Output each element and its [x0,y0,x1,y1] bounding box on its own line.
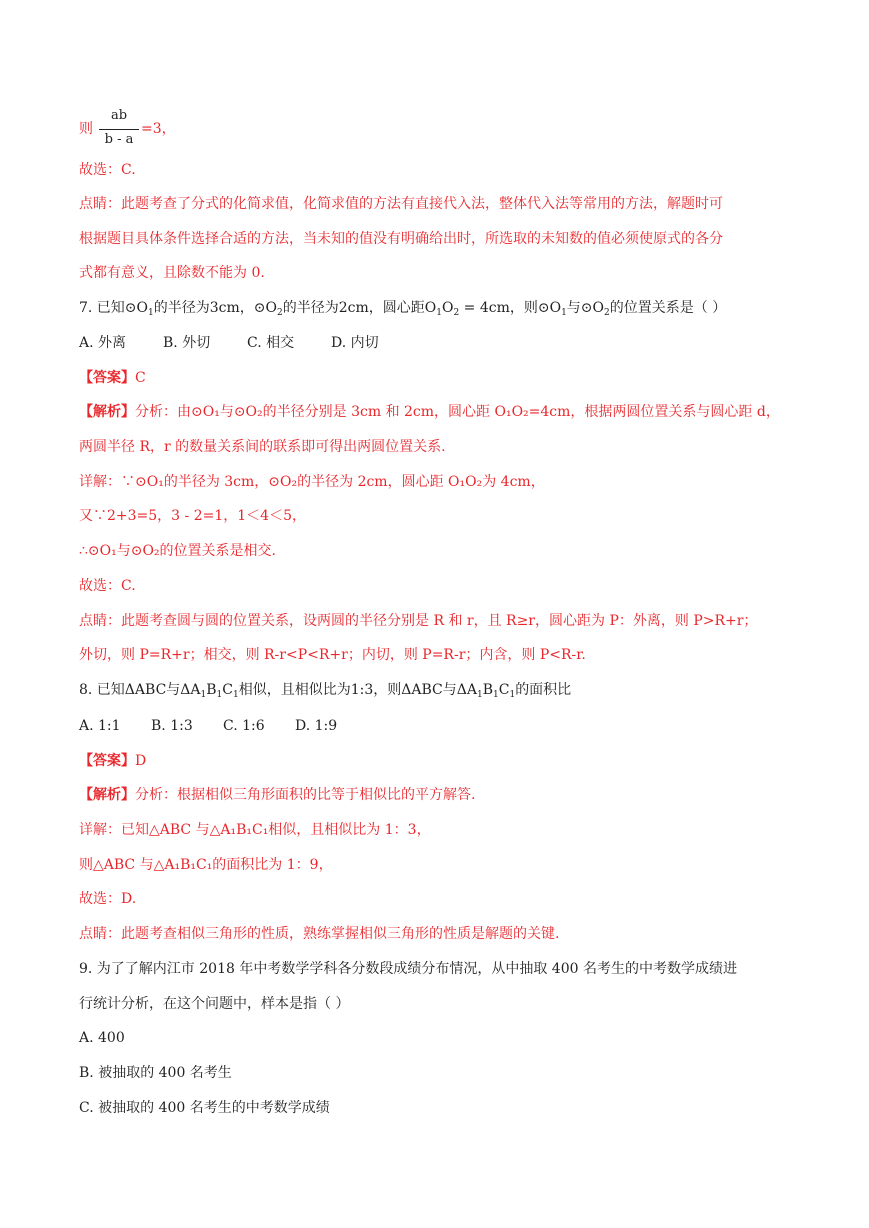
q6-comment-line-2: 根据题目具体条件选择合适的方法，当未知的值没有明确给出时，所选取的未知数的值必须使原式的各分 [79,231,723,247]
q8-analysis-line-1: 【解析】分析：根据相似三角形面积的比等于相似比的平方解答. [79,787,476,803]
q7-answer [79,368,146,388]
q8-comment-line-1: 点睛：此题考查相似三角形的性质，熟练掌握相似三角形的性质是解题的关键. [79,926,560,942]
q7-option-a: A. 外离 [79,335,127,351]
q9-option-a: A. 400 [79,1030,125,1046]
q8-option-a: A. 1:1 [79,718,121,734]
q8-option-c: C. 1:6 [223,718,265,734]
fraction-prefix: 则 [79,121,93,137]
q9-stem-line-1: 9. 为了了解内江市 2018 年中考数学学科各分数段成绩分布情况，从中抽取 400 名考生的中考数学成绩进 [79,961,737,977]
q7-detail-line-3: ∴⊙O₁与⊙O₂的位置关系是相交. [79,543,276,559]
q7-analysis-line-2: 两圆半径 R，r 的数量关系间的联系即可得出两圆位置关系. [79,439,446,455]
q7-analysis-line-1: 【解析】分析：由⊙O₁与⊙O₂的半径分别是 3cm 和 2cm，圆心距 O₁O₂=4cm，根据两圆位置关系与圆心距 d， [79,404,780,420]
q7-option-c: C. 相交 [247,335,295,351]
q7-answer-tag: 【答案】 [79,370,135,386]
fraction-denominator: b - a [104,132,134,147]
q7-comment-line-1: 点睛：此题考查圆与圆的位置关系，设两圆的半径分别是 R 和 r，且 R≥r，圆心距为 P：外离，则 P>R+r； [79,613,758,629]
fraction-suffix: =3， [141,121,176,137]
q7-option-d: D. 内切 [331,335,379,351]
q6-comment-line-3: 式都有意义，且除数不能为 0. [79,265,265,281]
q7-choice: 故选：C. [79,578,136,594]
q8-option-b: B. 1:3 [151,718,193,734]
q7-answer-value: C [135,370,146,386]
q7-detail-line-1: 详解：∵⊙O₁的半径为 3cm，⊙O₂的半径为 2cm，圆心距 O₁O₂为 4cm， [79,474,545,490]
q7-option-b: B. 外切 [163,335,211,351]
q8-detail-line-1: 详解：已知△ABC 与△A₁B₁C₁相似，且相似比为 1：3， [79,822,431,838]
q8-choice: 故选：D. [79,891,137,907]
q7-analysis-tag: 【解析】 [79,404,135,420]
q6-comment-line-1: 点睛：此题考查了分式的化简求值，化简求值的方法有直接代入法，整体代入法等常用的方法，解题时可 [79,196,723,212]
fraction-numerator: ab [110,108,128,123]
q8-analysis-tag: 【解析】 [79,787,135,803]
q6-choice: 故选：C. [79,162,136,178]
q7-detail-line-2: 又∵2+3=5，3 - 2=1，1＜4＜5， [79,508,306,524]
q8-options [79,716,337,736]
q7-options [79,333,379,353]
q8-detail-line-2: 则△ABC 与△A₁B₁C₁的面积比为 1：9， [79,857,333,873]
q8-answer-tag: 【答案】 [79,753,135,769]
q9-option-c: C. 被抽取的 400 名考生的中考数学成绩 [79,1100,330,1116]
q8-stem: 8. 已知ΔABC与$\Delta A_1B_1C_1$相似，且相似比为1:3，则ΔABC与$\Delta A_1B_1C_1$的面积比 [79,682,572,700]
q8-option-d: D. 1:9 [295,718,338,734]
q9-stem-line-2: 行统计分析，在这个问题中，样本是指（ ） [79,996,350,1012]
q8-answer-value: D [135,753,147,769]
q7-stem: 7. 已知$⊙O_1$的半径为3cm，$⊙O_2$的半径为2cm，圆心距$O_1O_2 = 4cm$，则$⊙O_1$与$⊙O_2$的位置关系是（ ） [79,300,727,318]
q9-option-b: B. 被抽取的 400 名考生 [79,1065,232,1081]
q7-comment-line-2: 外切，则 P=R+r；相交，则 R-r<P<R+r；内切，则 P=R-r；内含，则 P<R-r. [79,647,586,663]
fraction-bar [99,129,139,130]
q8-answer [79,751,146,771]
